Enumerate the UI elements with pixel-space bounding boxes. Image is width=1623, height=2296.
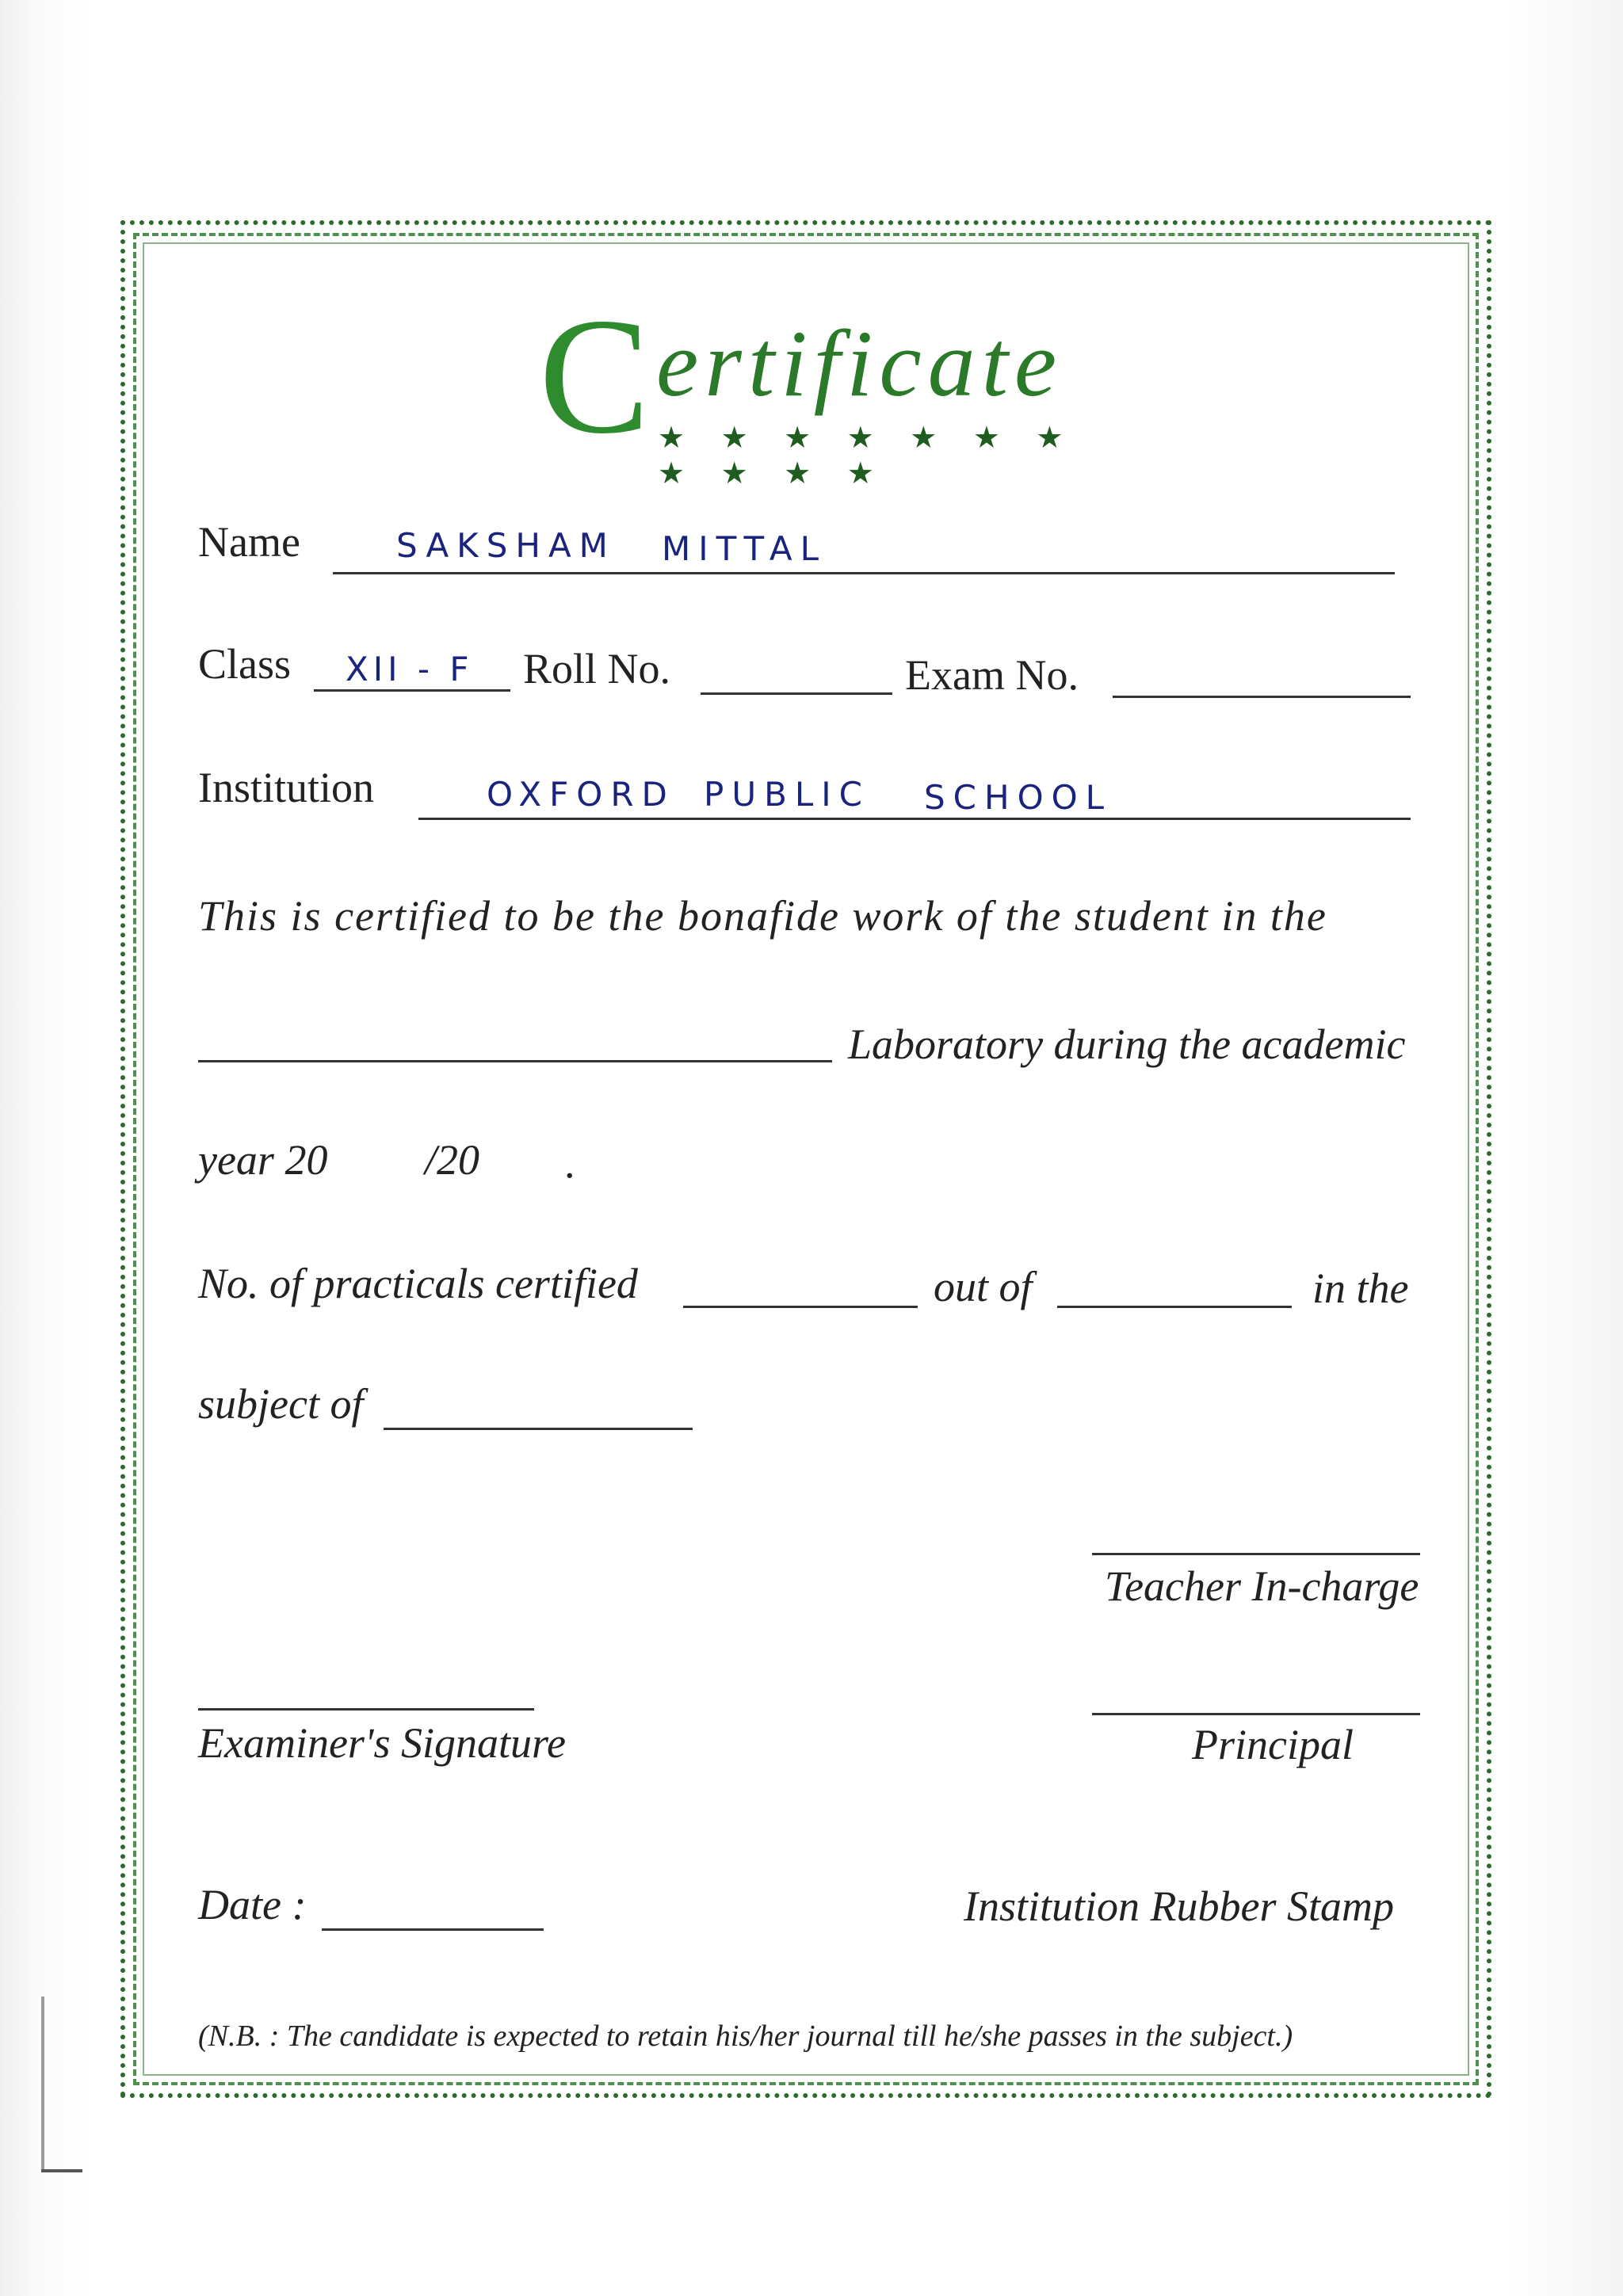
year-prefix: year 20 [198, 1136, 328, 1184]
institution-value-1: OXFORD [487, 775, 675, 814]
class-line [314, 689, 510, 692]
examiner-label: Examiner's Signature [198, 1719, 566, 1767]
institution-label: Institution [198, 764, 375, 811]
subject-line [384, 1428, 693, 1430]
in-the-label: in the [1312, 1264, 1409, 1312]
laboratory-line [198, 1060, 832, 1062]
practicals-line [683, 1306, 918, 1308]
teacher-label: Teacher In-charge [1105, 1562, 1419, 1610]
footnote: (N.B. : The candidate is expected to retain his/her journal till he/she passes in the subject.) [198, 2019, 1293, 2053]
examiner-signature-line [198, 1708, 534, 1711]
teacher-signature-line [1092, 1553, 1420, 1555]
year-slash: /20 [425, 1136, 480, 1184]
certificate-title [539, 284, 1094, 490]
certify-line-2: Laboratory during the academic [848, 1020, 1406, 1068]
name-label: Name [198, 518, 300, 566]
roll-line [701, 692, 892, 695]
exam-label: Exam No. [905, 651, 1079, 699]
date-label: Date : [198, 1881, 307, 1928]
institution-line [418, 818, 1411, 820]
exam-line [1113, 696, 1411, 698]
class-value: XII - F [346, 650, 474, 688]
title-stars: ★ ★ ★ ★ ★ ★ ★ ★ ★ ★ ★ [658, 421, 1078, 490]
name-line [333, 572, 1395, 574]
out-of-label: out of [934, 1263, 1033, 1310]
roll-label: Roll No. [523, 645, 671, 692]
principal-signature-line [1092, 1713, 1420, 1715]
page-edge-shadow [41, 1997, 44, 2171]
page-edge-corner [41, 2169, 82, 2172]
name-value-first: SAKSHAM [396, 526, 616, 565]
practicals-label: No. of practicals certified [198, 1260, 638, 1307]
out-of-line [1057, 1306, 1292, 1308]
year-dot: . [564, 1139, 575, 1187]
title-initial: C [539, 284, 651, 468]
principal-label: Principal [1192, 1721, 1354, 1768]
date-line [322, 1928, 544, 1931]
name-value-last: MITTAL [662, 529, 827, 568]
class-label: Class [198, 640, 292, 688]
institution-value-3: SCHOOL [924, 778, 1113, 817]
subject-label: subject of [198, 1380, 364, 1428]
institution-value-2: PUBLIC [704, 775, 870, 814]
certify-line-1: This is certified to be the bonafide work of the student in the [198, 892, 1327, 940]
title-rest: ertificate [656, 311, 1064, 416]
stamp-label: Institution Rubber Stamp [964, 1882, 1394, 1930]
